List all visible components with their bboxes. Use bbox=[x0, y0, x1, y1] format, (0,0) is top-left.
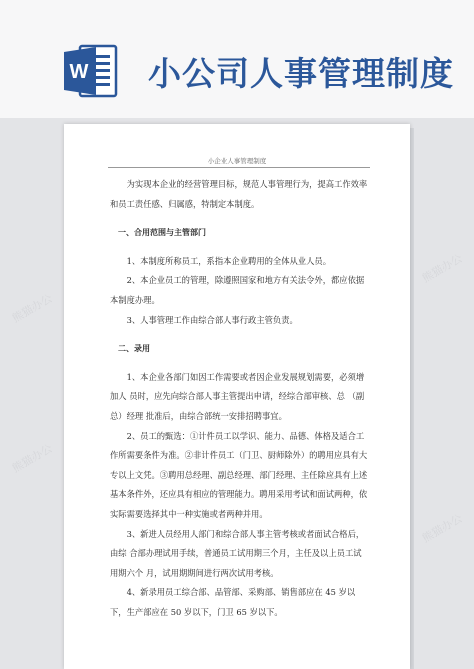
paragraph: 1、本企业各部门如因工作需要或者因企业发展规划需要，必须增加人 员时，应先向综合部人事主管提出申请，经综合部审核、总 （副总）经理 批准后，由综合部统一安排招聘事宜。 bbox=[110, 371, 365, 421]
watermark: 熊猫办公 bbox=[419, 511, 465, 546]
watermark: 熊猫办公 bbox=[419, 251, 465, 286]
word-document-icon bbox=[62, 42, 120, 100]
document-body bbox=[110, 175, 368, 622]
section-gap bbox=[110, 330, 368, 339]
paragraph: 2、员工的甄选：①计件员工以学识、能力、品德、体格及适合工作所需要条件为准。②非计件员工（门卫、厨师除外）的聘用应具有大专以上文凭。③聘用总经理、副总经理、部门经理、主任除应具有上述基本条件外，还应具有相应的管理能力。聘用采用考试和面试两种，依实际需要选择其中一种实施或者两种并用。 bbox=[110, 430, 368, 519]
paragraph: 3、新进人员经用人部门和综合部人事主管考核或者面试合格后，由综 合部办理试用手续，普通员工试用期三个月，主任及以上员工试用期六个 月，试用期期间进行两次试用考核。 bbox=[110, 528, 365, 578]
section-heading: 一、合用范围与主管部门 bbox=[118, 228, 206, 238]
paragraph: 3、人事管理工作由综合部人事行政主管负责。 bbox=[126, 314, 298, 325]
paragraph: 2、本企业员工的管理，除遵照国家和地方有关法令外，都应依据本制度办理。 bbox=[110, 275, 365, 305]
svg-text:W: W bbox=[69, 61, 89, 83]
banner bbox=[0, 0, 474, 118]
section-gap bbox=[110, 214, 368, 223]
paragraph: 4、新录用员工综合部、品管部、采购部、销售部应在 45 岁以下，生产部应在 50 岁以下，门卫 65 岁以下。 bbox=[110, 587, 356, 617]
paragraph: 为实现本企业的经营管理目标，规范人事管理行为，提高工作效率和员工责任感、归属感，特制定本制度。 bbox=[110, 179, 368, 209]
header-rule bbox=[108, 167, 370, 168]
section-gap bbox=[110, 243, 368, 252]
banner-title: 小公司人事管理制度 bbox=[148, 54, 454, 93]
section-heading: 二、录用 bbox=[118, 344, 150, 354]
paragraph: 1、本制度所称员工，系指本企业聘用的全体从业人员。 bbox=[126, 255, 331, 266]
document-page bbox=[64, 124, 410, 669]
section-gap bbox=[110, 359, 368, 368]
document-header: 小企业人事管理制度 bbox=[207, 157, 267, 165]
watermark: 熊猫办公 bbox=[9, 291, 55, 326]
watermark: 熊猫办公 bbox=[9, 441, 55, 476]
